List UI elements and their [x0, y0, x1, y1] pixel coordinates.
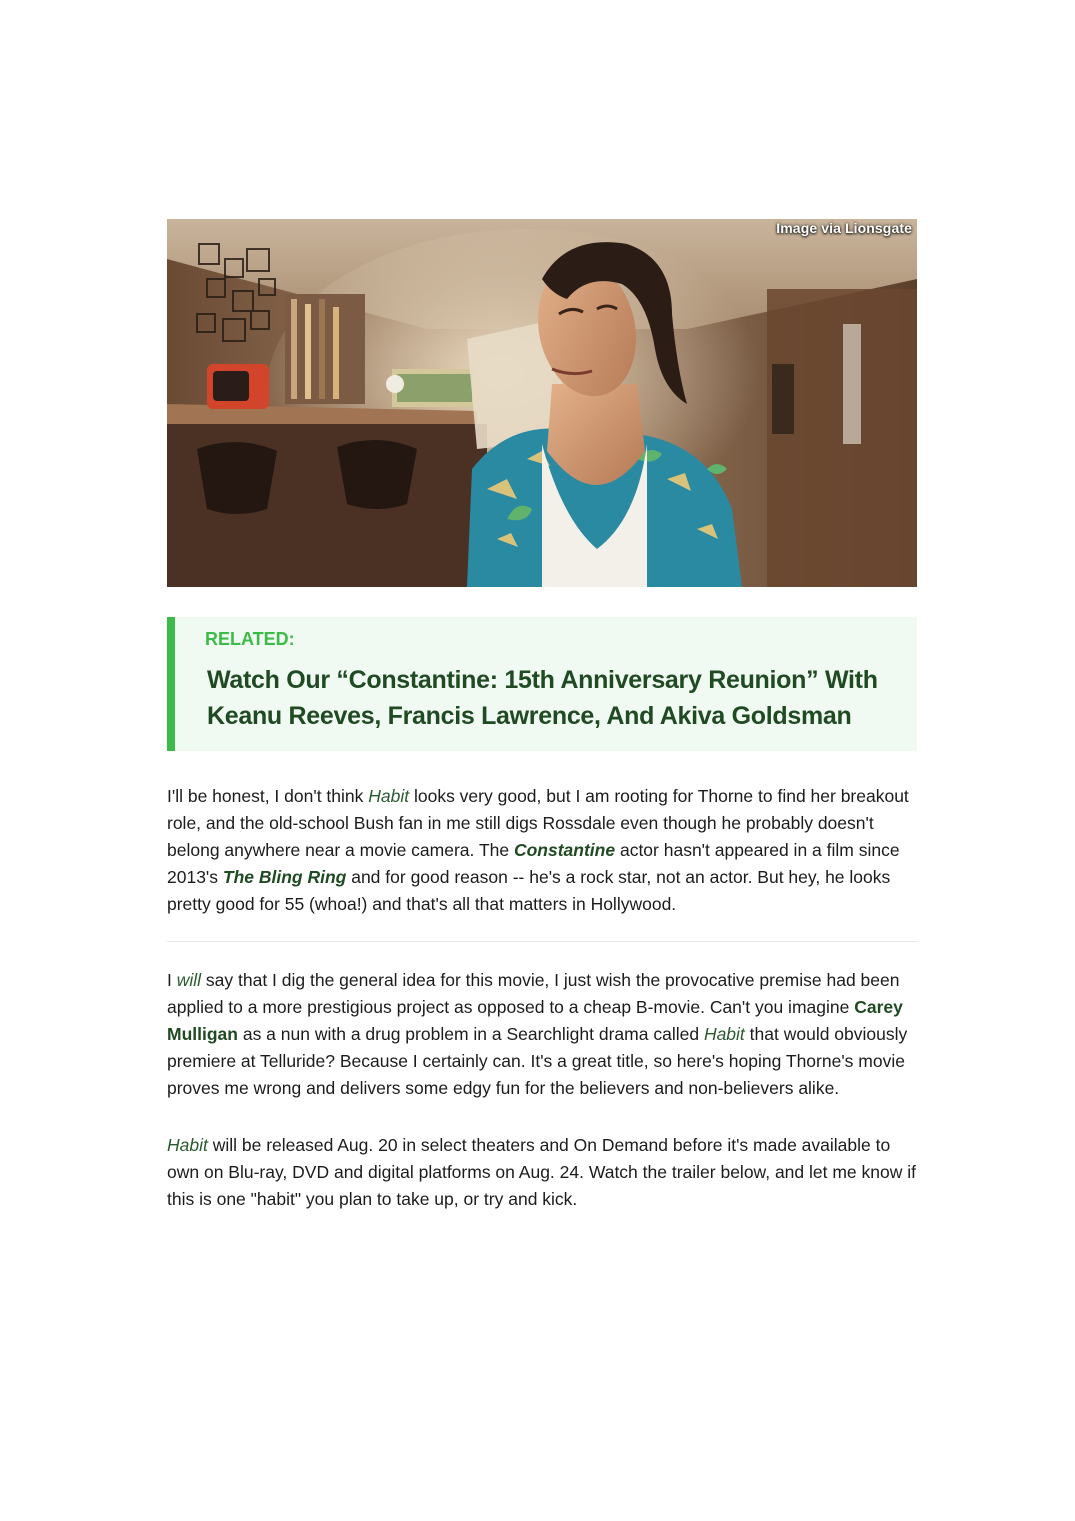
- article-body: [167, 219, 917, 1213]
- text-run: as a nun with a drug problem in a Searchlight drama called: [237, 1024, 704, 1044]
- text-run: and for good reason -- he's a rock star, not an actor. But hey, he looks pretty good for 55 (whoa!) and that's all that matters in Hollywood.: [167, 867, 891, 914]
- will-emphasis[interactable]: will: [176, 970, 202, 990]
- section-divider: [167, 941, 917, 942]
- text-run: actor hasn't appeared in a film since 2013's: [167, 840, 900, 887]
- text-run: I: [167, 970, 177, 990]
- habit-link[interactable]: Habit: [703, 1024, 745, 1044]
- photo-illustration: [167, 219, 917, 587]
- habit-link[interactable]: Habit: [167, 1135, 208, 1155]
- carey-mulligan-link[interactable]: Carey Mulligan: [167, 997, 903, 1044]
- paragraph-2: [167, 967, 917, 1102]
- paragraph-3: [167, 1132, 917, 1213]
- text-run: will be released Aug. 20 in select theaters and On Demand before it's made available to own on Blu-ray, DVD and digital platforms on Aug. 24. Watch the trailer below, and let me know if this is one "habit" you plan to take up, or try and kick.: [167, 1135, 916, 1209]
- text-run: that would obviously premiere at Telluride? Because I certainly can. It's a great title, so here's hoping Thorne's movie proves me wrong and delivers some edgy fun for the believers and non-believers alike.: [167, 1024, 908, 1098]
- habit-link[interactable]: Habit: [368, 786, 410, 806]
- bling-ring-link[interactable]: The Bling Ring: [222, 867, 347, 887]
- image-credit: Image via Lionsgate: [776, 220, 912, 236]
- text-run: looks very good, but I am rooting for Thorne to find her breakout role, and the old-school Bush fan in me still digs Rossdale even though he probably doesn't belong anywhere near a movie camera. The: [167, 786, 909, 860]
- text-run: I'll be honest, I don't think: [167, 786, 369, 806]
- related-label: RELATED:: [205, 629, 295, 649]
- text-run: say that I dig the general idea for this movie, I just wish the provocative premise had been applied to a more prestigious project as opposed to a cheap B-movie. Can't you imagine: [167, 970, 900, 1017]
- article-image: [167, 219, 917, 587]
- related-callout: [167, 617, 917, 751]
- constantine-link[interactable]: Constantine: [513, 840, 616, 860]
- related-article-link[interactable]: Watch Our “Constantine: 15th Anniversary Reunion” With Keanu Reeves, Francis Lawrence, And Akiva Goldsman: [207, 666, 878, 730]
- paragraph-1: [167, 783, 917, 918]
